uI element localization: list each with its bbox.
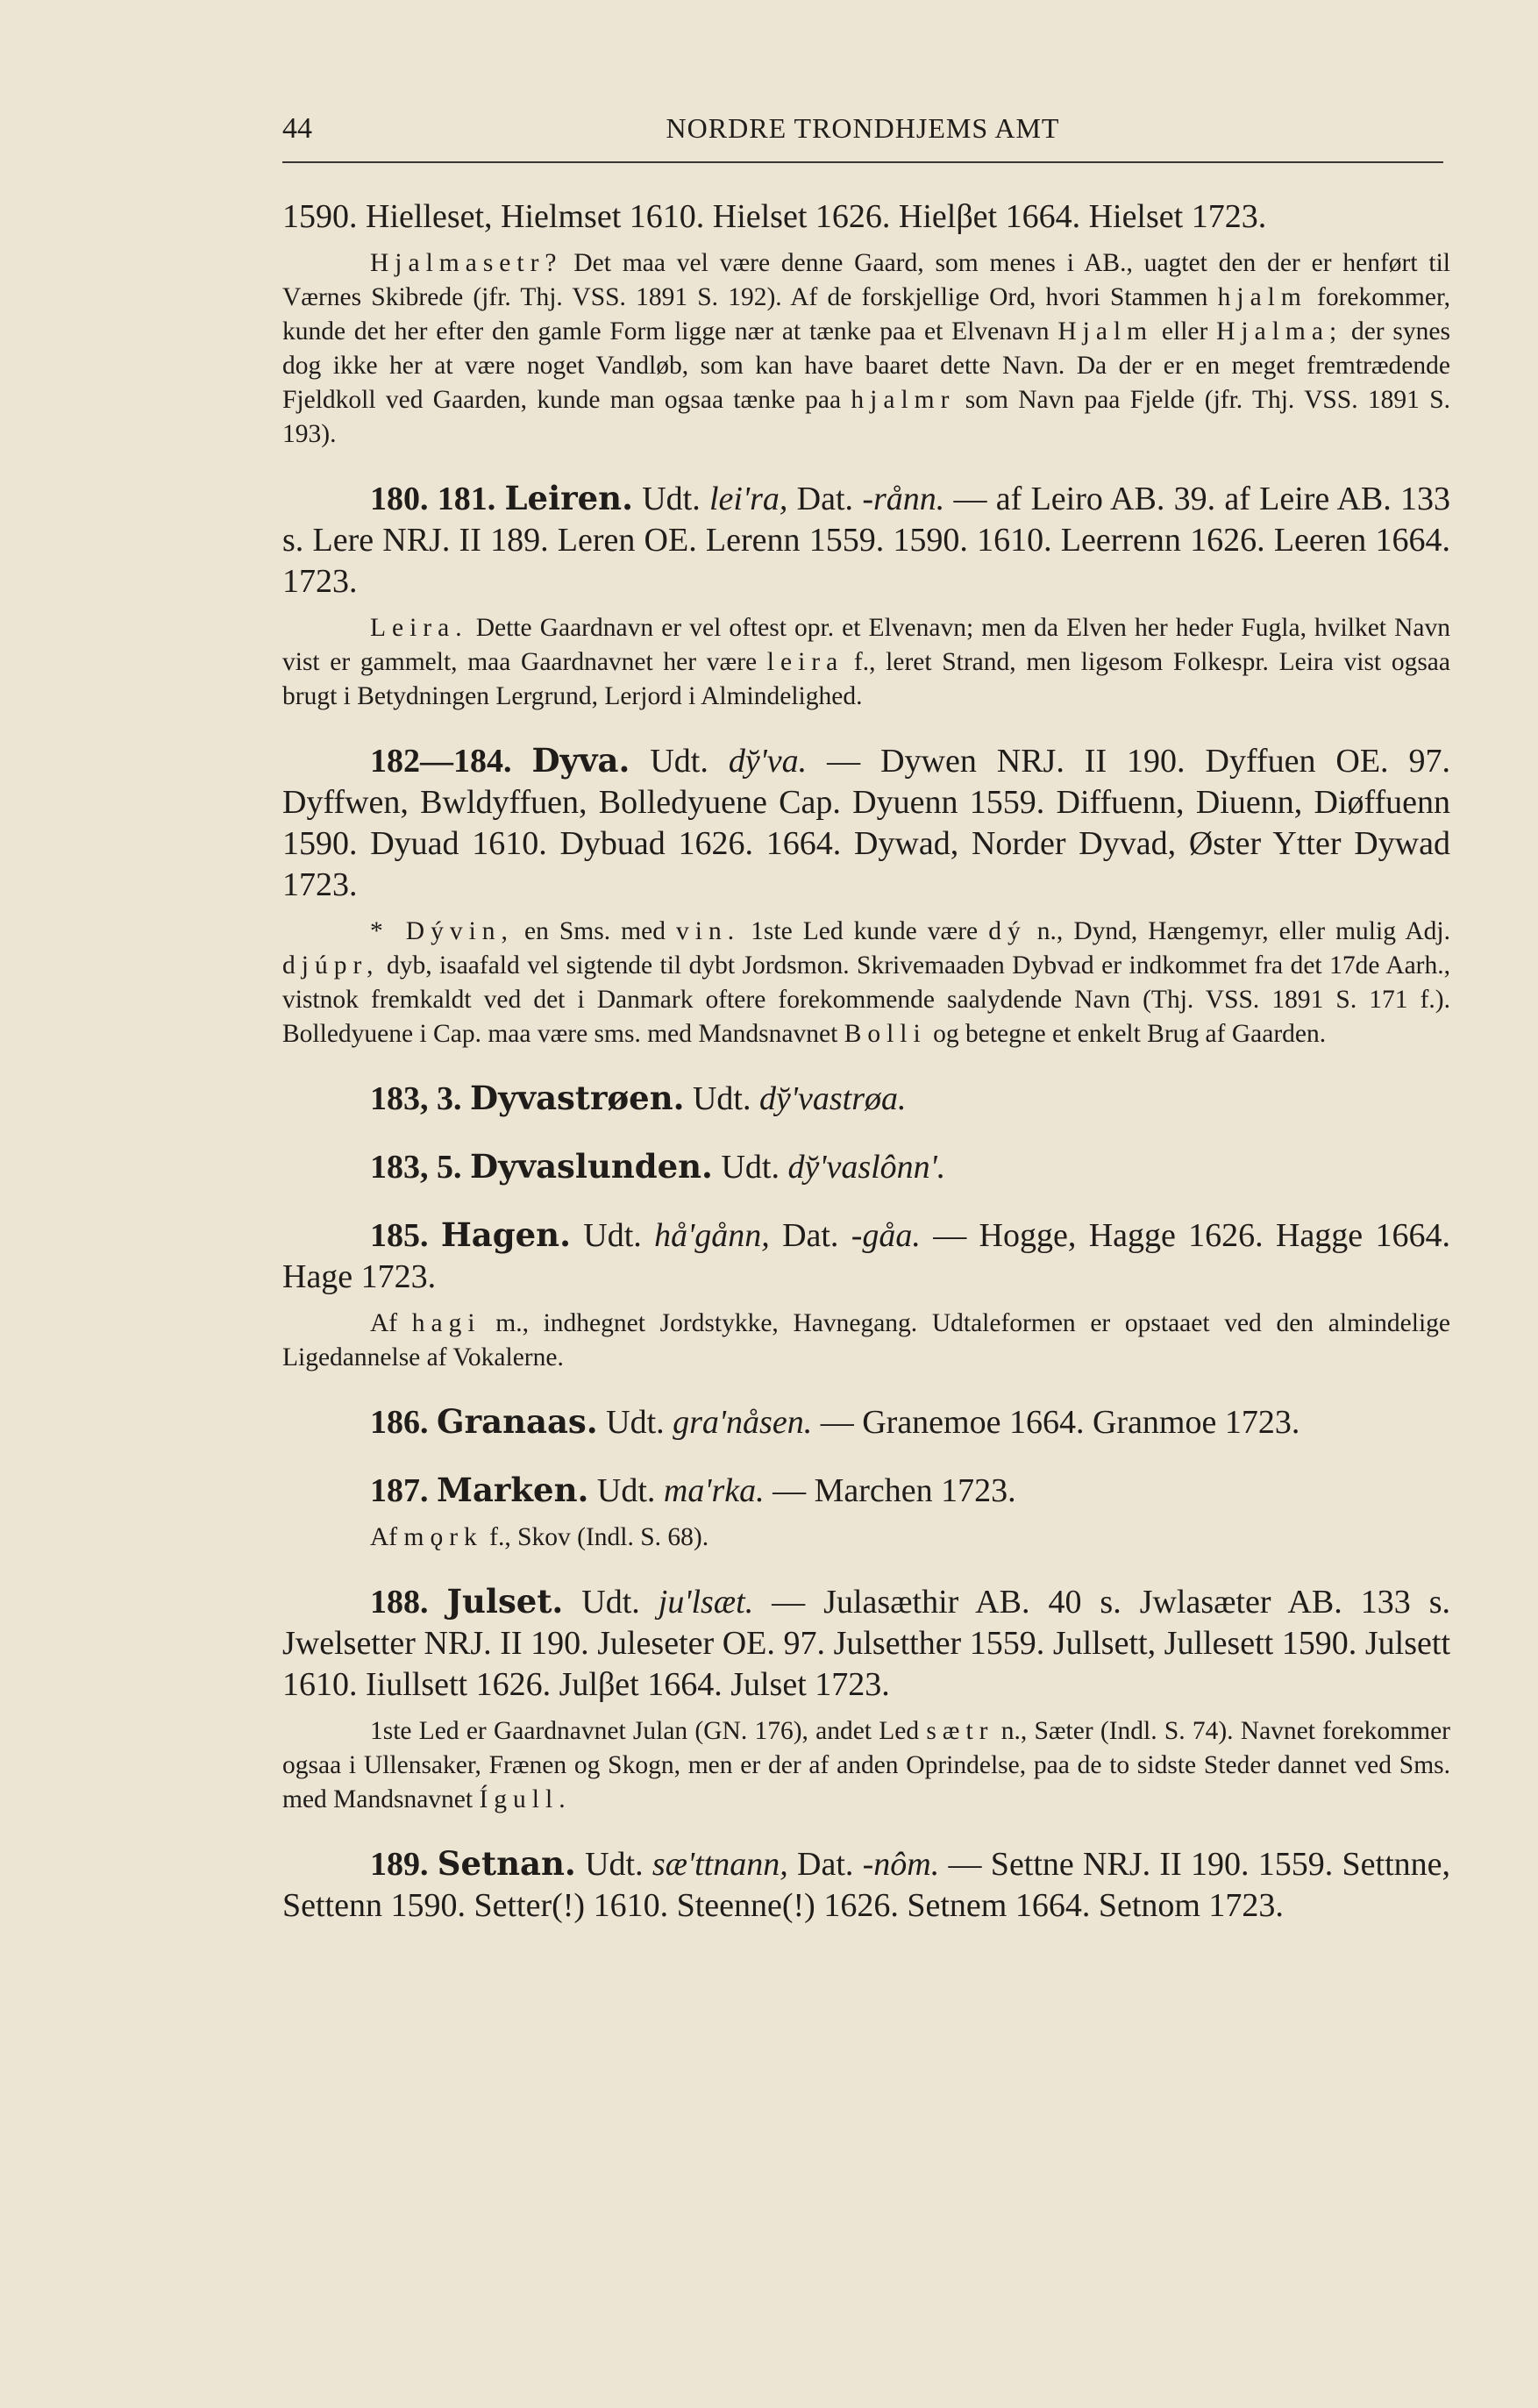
note-hjalmasetr	[282, 246, 1450, 452]
dative-form: -nôm.	[862, 1846, 940, 1883]
spaced-word: djúpr,	[282, 951, 380, 980]
pronunciation: dy̆'va.	[728, 743, 808, 780]
entry-text: — af Leiro AB. 39. af Leire AB. 133 s. Lere NRJ. II 189. Leren OE. Lerenn 1559. 1590. 1610. Leerrenn 1626. Leeren 1664. 1723.	[282, 481, 1451, 600]
pronunciation: hå'gånn,	[654, 1217, 770, 1254]
entry-185-hagen	[282, 1215, 1450, 1298]
entry-text: — Settne NRJ. II 190. 1559. Settnne, Settenn 1590. Setter(!) 1610. Steenne(!) 1626. Setnem 1664. Setnom 1723.	[282, 1846, 1451, 1924]
note-text: Det maa vel være denne Gaard, som menes i AB., uagtet den der er henført til Værnes Skibrede (jfr. Thj. VSS. 1891 S. 192). Af de forskjellige Ord, hvori Stammen	[282, 249, 1450, 311]
entry-number: 186.	[370, 1404, 429, 1441]
note-julan	[282, 1714, 1450, 1817]
entry-name: Hagen.	[440, 1215, 571, 1254]
entry-text: Dat.	[787, 481, 863, 517]
udt-label: Udt.	[575, 1846, 652, 1883]
udt-label: Udt.	[684, 1080, 759, 1117]
note-text: forekommer, kunde det her efter den gamle Form ligge nær at tænke paa et Elvenavn	[282, 283, 1450, 346]
note-text: f., Skov (Indl. S. 68).	[482, 1523, 709, 1551]
spaced-word: vin.	[676, 917, 741, 945]
spaced-word: Ígull.	[479, 1785, 572, 1813]
entry-text: — Marchen 1723.	[764, 1472, 1016, 1509]
spaced-word: Hjalmasetr?	[370, 249, 563, 277]
spaced-word: hagi	[411, 1309, 481, 1337]
entry-180-leiren	[282, 478, 1450, 602]
entry-number: 188.	[370, 1584, 429, 1621]
udt-label: Udt.	[632, 481, 709, 517]
entry-name: Dyvastrøen.	[470, 1079, 685, 1117]
spaced-word: Hjalma;	[1216, 317, 1343, 346]
entry-text: — Dywen NRJ. II 190. Dyffuen OE. 97. Dyffwen, Bwldyffuen, Bolledyuene Cap. Dyuenn 1559. Diffuenn, Diuenn, Diøffuenn 1590. Dyuad 1610. Dybuad 1626. 1664. Dywad, Norder Dyvad, Øster Ytter Dywad 1723.	[282, 743, 1450, 903]
entry-number: 187.	[370, 1472, 429, 1509]
spaced-word: hjalm	[1217, 283, 1307, 311]
entry-name: Dyvaslunden.	[470, 1147, 713, 1186]
note-mork	[282, 1521, 1450, 1555]
entry-number: 182—184.	[370, 743, 512, 780]
spaced-word: Leira.	[370, 614, 468, 642]
note-text: f., leret Strand, men ligesom Folkespr. Leira vist ogsaa brugt i Betydningen Lergrund, Lerjord i Almindelighed.	[282, 648, 1450, 710]
page-header	[282, 112, 1443, 156]
entry-183-5-dyvaslunden	[282, 1146, 1450, 1188]
entry-name: Setnan.	[437, 1844, 576, 1883]
entry-183-3-dyvastroen	[282, 1078, 1450, 1120]
page-body	[282, 196, 1450, 1927]
udt-label: Udt.	[630, 743, 729, 780]
note-text: dyb, isaafald vel sigtende til dybt Jordsmon. Skrivemaaden Dybvad er indkommet fra det 17de Aarh., vistnok fremkaldt ved det i Danmark oftere forekommende saalydende Navn (Thj. VSS. 1891 S. 171 f.). Bolledyuene i Cap. maa være sms. med Mandsnavnet	[282, 951, 1450, 1048]
paragraph-hielset-forms: 1590. Hielleset, Hielmset 1610. Hielset 1626. Hielβet 1664. Hielset 1723.	[282, 198, 1267, 235]
entry-name: Dyva.	[531, 741, 630, 780]
udt-label: Udt.	[588, 1472, 664, 1509]
entry-186-granaas	[282, 1401, 1450, 1443]
spaced-word: leira	[766, 648, 844, 676]
entry-188-julset	[282, 1581, 1450, 1706]
entry-number: 189.	[370, 1846, 429, 1883]
entry-number: 180. 181.	[370, 481, 496, 517]
note-text: n., Sæter (Indl. S. 74). Navnet forekommer ogsaa i Ullensaker, Frænen og Skogn, men er der af anden Oprindelse, paa de to sidste Steder dannet ved Sms. med Mandsnavnet	[282, 1717, 1450, 1813]
entry-number: 183, 3.	[370, 1080, 462, 1117]
entry-number: 185.	[370, 1217, 429, 1254]
spaced-word: dý	[988, 917, 1027, 945]
entry-number: 183, 5.	[370, 1149, 462, 1186]
note-text: Dette Gaardnavn er vel oftest opr. et Elvenavn; men da Elven her heder Fugla, hvilket Navn vist er gammelt, maa Gaardnavnet her være	[282, 614, 1450, 676]
dative-form: -rånn.	[862, 481, 945, 517]
pronunciation: dy̆'vastrøa.	[758, 1080, 907, 1117]
note-text: eller	[1153, 317, 1217, 346]
udt-label: Udt.	[570, 1217, 655, 1254]
running-head: NORDRE TRONDHJEMS AMT	[666, 112, 1060, 144]
note-text: der synes dog ikke her at være noget Vandløb, som kan have baaret dette Navn. Da der er en meget fremtrædende Fjeldkoll ved Gaarden, kunde man ogsaa tænke paa	[282, 317, 1450, 414]
pronunciation: ma'rka.	[663, 1472, 765, 1509]
spaced-word: sætr	[926, 1717, 994, 1745]
spaced-word: hjalmr	[851, 386, 956, 414]
note-leira	[282, 611, 1450, 714]
note-text: 1ste Led er Gaardnavnet Julan (GN. 176), andet Led	[370, 1717, 927, 1745]
note-text: n., Dynd, Hængemyr, eller mulig Adj.	[1026, 917, 1450, 945]
entry-text: Dat.	[787, 1846, 863, 1883]
note-hagi	[282, 1307, 1450, 1375]
entry-text: — Julasæthir AB. 40 s. Jwlasæter AB. 133 s. Jwelsetter NRJ. II 190. Juleseter OE. 97. Julsetther 1559. Jullsett, Jullesett 1590. Julsett 1610. Iiullsett 1626. Julβet 1664. Julset 1723.	[282, 1584, 1450, 1703]
pronunciation: sæ'ttnann,	[652, 1846, 788, 1883]
note-text: 1ste Led kunde være	[740, 917, 989, 945]
note-text: en Sms. med	[513, 917, 677, 945]
entry-187-marken	[282, 1470, 1450, 1512]
entry-name: Granaas.	[437, 1402, 598, 1441]
udt-label: Udt.	[563, 1584, 659, 1621]
spaced-word: * Dývin,	[370, 917, 514, 945]
pronunciation: dy̆'vaslônn'.	[787, 1149, 946, 1186]
page-number: 44	[282, 112, 312, 145]
udt-label: Udt.	[712, 1149, 788, 1186]
entry-189-setnan	[282, 1843, 1450, 1927]
note-text: som Navn paa Fjelde (jfr. Thj. VSS. 1891 S. 193).	[282, 386, 1450, 448]
header-rule	[282, 161, 1443, 163]
udt-label: Udt.	[597, 1404, 673, 1441]
spaced-word: Hjalm	[1057, 317, 1154, 346]
note-text: m., indhegnet Jordstykke, Havnegang. Udtaleformen er opstaaet ved den almindelige Ligedannelse af Vokalerne.	[282, 1309, 1450, 1371]
note-text: Af	[370, 1523, 404, 1551]
note-dyvin	[282, 915, 1450, 1051]
spaced-word: Bolli	[844, 1020, 927, 1048]
spaced-word: mǫrk	[403, 1523, 483, 1551]
note-text: Af	[370, 1309, 412, 1337]
pronunciation: lei'ra,	[709, 481, 788, 517]
entry-text: — Granemoe 1664. Granmoe 1723.	[812, 1404, 1300, 1441]
entry-text: — Hogge, Hagge 1626. Hagge 1664. Hage 1723.	[282, 1217, 1450, 1295]
note-text: og betegne et enkelt Brug af Gaarden.	[926, 1020, 1327, 1048]
dative-form: -gåa.	[851, 1217, 921, 1254]
pronunciation: gra'nåsen.	[673, 1404, 813, 1441]
entry-name: Leiren.	[504, 479, 633, 517]
entry-name: Marken.	[437, 1471, 589, 1509]
entry-182-dyva	[282, 740, 1450, 906]
pronunciation: ju'lsæt.	[658, 1584, 754, 1621]
entry-name: Julset.	[446, 1582, 564, 1621]
entry-text: Dat.	[769, 1217, 851, 1254]
